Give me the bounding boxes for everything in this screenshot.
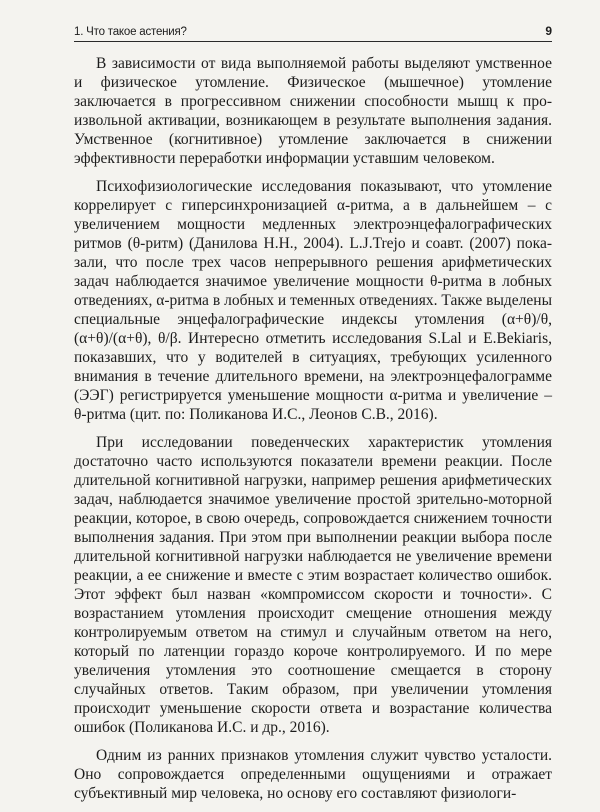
running-header [74, 20, 552, 42]
paragraph-2: Психофизиологические исследования показывают, что утомление коррелирует с гиперсинхронизацией α-ритма, а в дальнейшем – с увеличением мощности медленных электроэнцефалографических ритмов (θ-ритм) (Данилова Н.Н., 2004). L.J.Trejo и соавт. (2007) показали, что после трех часов непрерывного решения арифметических задач наблюдается значимое увеличение мощности θ-ритма в лобных отведениях, α-ритма в лобных и теменных отведениях. Также выделены специальные энцефалографические индексы утомления (α+θ)/θ, (α+θ)/(α+θ), θ/β. Интересно отметить исследования S.Lal и E.Bekiaris, показавших, что у водителей в ситуациях, требующих усиленного внимания в течение длительного времени, на электроэнцефалограмме (ЭЭГ) регистрируется уменьшение мощности α-ритма и увеличение – θ-ритма (цит. по: Поликанова И.С., Леонов С.В., 2016). [74, 178, 552, 423]
body-text [74, 54, 552, 812]
paragraph-3: При исследовании поведенческих характеристик утомления достаточно часто используются показатели времени реакции. После длительной когнитивной нагрузки, например решения арифметических задач, наблюдается значимое увеличение простой зрительно-моторной реакции, которое, в свою очередь, сопровождается снижением точности выполнения задания. При этом при выполнении реакции выбора после длительной когнитивной нагрузки наблюдается не увеличение времени реакции, а ее снижение и вместе с этим возрастает количество ошибок. Этот эффект был назван «компромиссом скорости и точности». С возрастанием утомления происходит смещение отношения между контролируемым ответом на стимул и случайным ответом на него, который по латенции гораздо короче контролируемого. И по мере увеличения утомления это соотношение смещается в сторону случайных ответов. Таким образом, при увеличении утомления происходит уменьшение скорости ответа и возрастание количества ошибок (Поликанова И.С. и др., 2016). [74, 434, 552, 736]
chapter-title: 1. Что такое астения? [74, 26, 187, 38]
page-number: 9 [545, 24, 552, 38]
paragraph-4: Одним из ранних признаков утомления служит чувство усталости. Оно сопровождается определенными ощущениями и отражает субъективный мир человека, но основу его составляют физиологи- [74, 747, 552, 802]
paragraph-1: В зависимости от вида выполняемой работы выделяют умственное и физическое утомление. Физическое (мышечное) утомление заключается в прогрессивном снижении способности мышц к произвольной активации, возникающем в результате выполнения задания. Умственное (когнитивное) утомление заключается в снижении эффективности переработки информации уставшим человеком. [74, 55, 552, 167]
